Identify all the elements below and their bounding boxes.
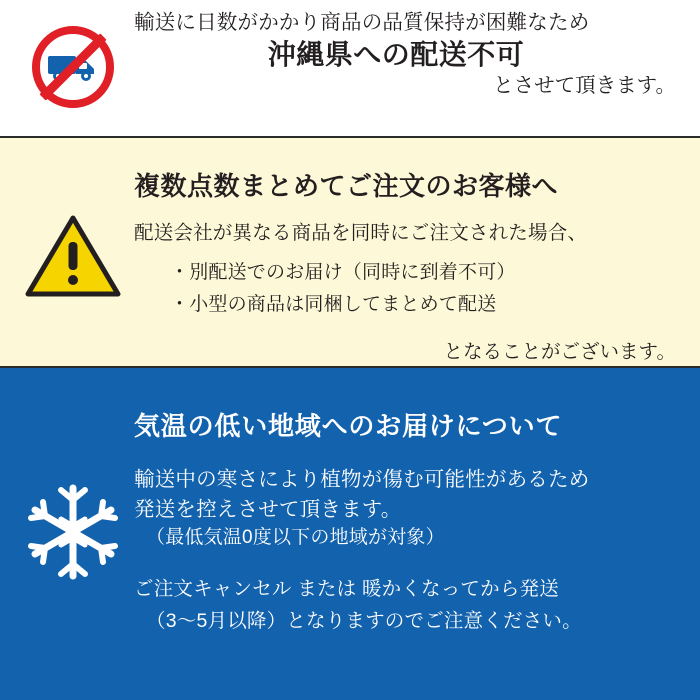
list-item: ・別配送でのお届け（同時に到着不可） [170,262,516,283]
cold-region-reason-text: 輸送中の寒さにより植物が傷む可能性があるため [134,468,590,491]
cold-region-section [0,368,700,700]
okinawa-reason-text: 輸送に日数がかかり商品の品質保持が困難なため [134,11,590,34]
cold-region-hold-text: 発送を控えさせて頂きます。 [134,497,402,521]
list-item: ・小型の商品は同梱してまとめて配送 [170,294,497,316]
okinawa-notice-section [0,0,700,136]
cold-region-text-column [132,384,686,635]
multiple-items-section [0,136,700,368]
multiple-items-text-column [132,152,686,364]
multiple-items-bullet-list [132,257,680,322]
multiple-items-subtext: 配送会社が異なる商品を同時にご注文された場合、 [134,222,588,244]
okinawa-text-column [132,10,686,100]
multiple-items-heading: 複数点数まとめてご注文のお客様へ [134,171,559,201]
no-truck-icon [32,26,114,108]
snowflake-icon-column [14,384,132,584]
okinawa-icon-column [14,10,132,108]
multiple-items-footer: となることがございます。 [443,340,676,363]
warning-icon-column [14,152,132,298]
snowflake-icon [21,480,125,584]
cold-region-schedule-text: （3〜5月以降）となりますのでご注意ください。 [146,610,582,633]
okinawa-closing-text: とさせて頂きます。 [493,74,676,98]
okinawa-headline: 沖縄県への配送不可 [267,38,525,70]
cold-region-condition-text: （最低気温0度以下の地域が対象） [146,527,445,549]
cold-region-option-text: ご注文キャンセル または 暖かくなってから発送 [134,577,559,600]
cold-region-heading: 気温の低い地域へのお届けについて [134,411,563,441]
warning-triangle-icon [25,214,121,298]
